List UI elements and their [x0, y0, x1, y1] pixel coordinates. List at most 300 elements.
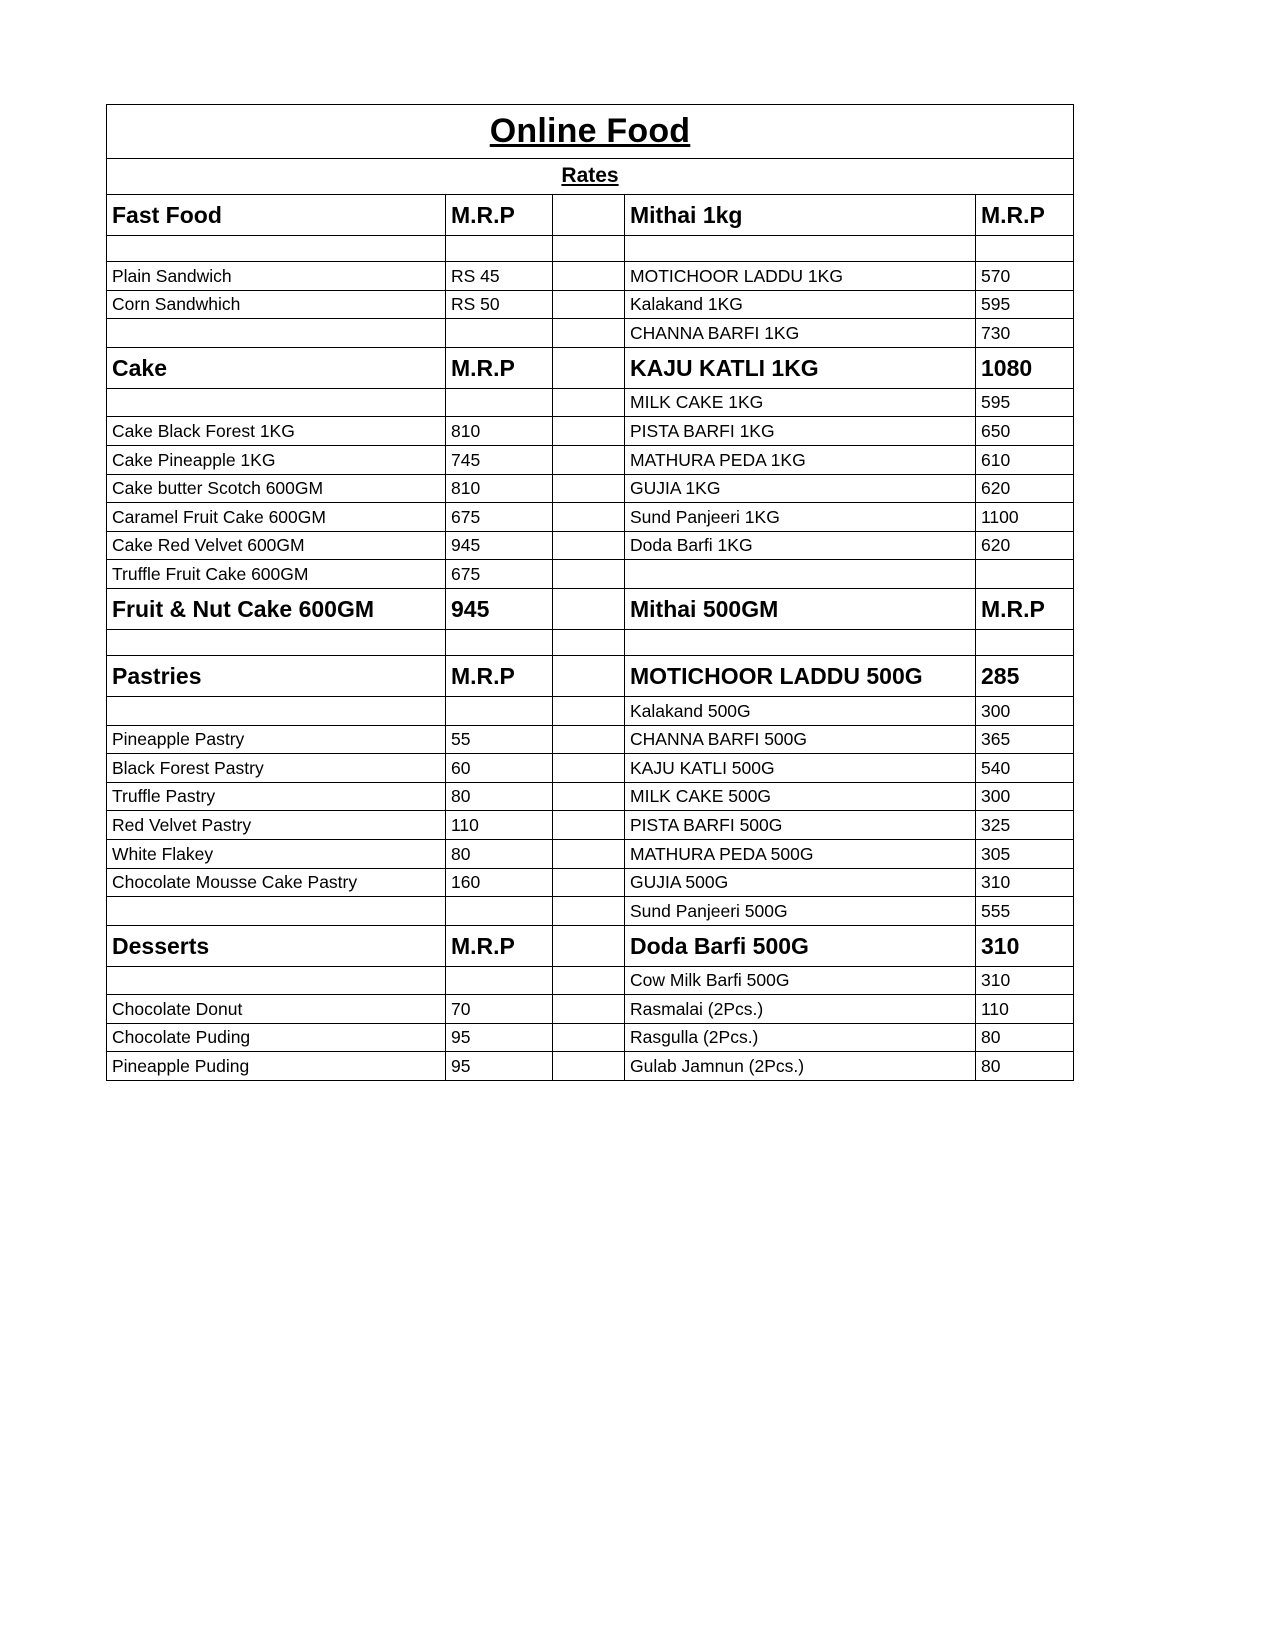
left-item-price-text: RS 45 [451, 265, 500, 286]
table-row [107, 839, 1074, 868]
table-row [107, 782, 1074, 811]
table-row [107, 1023, 1074, 1052]
left-price-header [446, 925, 553, 966]
right-item-price-text: 620 [981, 478, 1011, 499]
spacer-filler [558, 488, 619, 489]
left-section-label [107, 347, 446, 388]
right-item-price-text: 610 [981, 449, 1011, 470]
right-item-name-text: CHANNA BARFI 1KG [630, 322, 800, 343]
spacer-row [107, 629, 1074, 655]
left-price-header-text: M.R.P [451, 662, 515, 689]
left-item-price [446, 474, 553, 503]
left-item-name-text: Chocolate Mousse Cake Pastry [112, 872, 358, 893]
spacer-cell [553, 995, 625, 1024]
spacer-cell [553, 445, 625, 474]
spacer-cell [553, 782, 625, 811]
right-item-price-text: 1100 [981, 506, 1019, 527]
document-subtitle-cell [107, 159, 1074, 195]
spacer-cell [553, 474, 625, 503]
right-section-label [625, 655, 976, 696]
left-item-price-text: 80 [451, 843, 471, 864]
spacer-filler [558, 910, 619, 911]
right-item-name [625, 725, 976, 754]
left-item-name-text: Cake Pineapple 1KG [112, 449, 276, 470]
spacer-cell [553, 897, 625, 926]
left-item-name [107, 1052, 446, 1081]
section-header-row [107, 925, 1074, 966]
left-item-price-text: 810 [451, 420, 481, 441]
right-item-price-text: 595 [981, 294, 1011, 315]
left-item-name-text: Pineapple Pastry [112, 729, 245, 750]
right-item-name [625, 388, 976, 417]
right-section-label-text: Mithai 1kg [630, 201, 743, 228]
right-item-price-text: 620 [981, 535, 1011, 556]
right-item-price-text: 80 [981, 1027, 1001, 1048]
left-item-price [446, 560, 553, 589]
left-price-header-text: M.R.P [451, 201, 515, 228]
left-item-name-text: Cake Black Forest 1KG [112, 420, 295, 441]
right-item-name [625, 417, 976, 446]
left-section-label [107, 925, 446, 966]
spacer-filler [558, 459, 619, 460]
right-price-header [976, 195, 1074, 236]
table-row [107, 696, 1074, 725]
left-item-price [446, 782, 553, 811]
left-item-name-text: Chocolate Donut [112, 998, 243, 1019]
left-item-name-text: Truffle Fruit Cake 600GM [112, 563, 309, 584]
right-item-name [625, 629, 976, 655]
spacer-filler [558, 574, 619, 575]
right-item-price-text: 570 [981, 265, 1011, 286]
section-header-row [107, 655, 1074, 696]
left-section-label [107, 655, 446, 696]
spacer-filler [558, 545, 619, 546]
left-item-name-text: Caramel Fruit Cake 600GM [112, 506, 326, 527]
left-item-name [107, 839, 446, 868]
spacer-filler [558, 1009, 619, 1010]
table-row [107, 966, 1074, 995]
left-item-name [107, 503, 446, 532]
right-item-name-text: Rasmalai (2Pcs.) [630, 998, 764, 1019]
left-item-name-text: Chocolate Puding [112, 1027, 251, 1048]
document-title-cell [107, 105, 1074, 159]
table-row [107, 503, 1074, 532]
right-item-name [625, 236, 976, 262]
left-item-name-text: Pineapple Puding [112, 1056, 250, 1077]
left-item-price [446, 1052, 553, 1081]
left-item-price [446, 811, 553, 840]
left-item-price [446, 531, 553, 560]
right-item-price [976, 868, 1074, 897]
right-item-price [976, 966, 1074, 995]
spacer-cell [553, 629, 625, 655]
section-header-row [107, 195, 1074, 236]
spacer-cell [553, 868, 625, 897]
table-row [107, 474, 1074, 503]
spacer-cell [553, 588, 625, 629]
left-item-name [107, 868, 446, 897]
table-row [107, 262, 1074, 291]
spacer-filler [558, 367, 619, 368]
left-item-name [107, 531, 446, 560]
spacer-cell [553, 966, 625, 995]
left-item-name [107, 696, 446, 725]
right-item-name-text: GUJIA 500G [630, 872, 729, 893]
left-item-name [107, 290, 446, 319]
table-row [107, 995, 1074, 1024]
right-price-header [976, 655, 1074, 696]
left-item-price [446, 897, 553, 926]
right-item-name-text: MATHURA PEDA 1KG [630, 449, 806, 470]
spacer-cell [553, 347, 625, 388]
table-row [107, 811, 1074, 840]
spacer-cell [553, 839, 625, 868]
right-section-label-text: Mithai 500GM [630, 595, 779, 622]
spacer-filler [558, 402, 619, 403]
left-section-label-text: Cake [112, 354, 167, 381]
right-section-label [625, 588, 976, 629]
spacer-cell [553, 417, 625, 446]
right-item-name-text: Sund Panjeeri 500G [630, 900, 788, 921]
right-price-header-text: 285 [981, 662, 1020, 689]
left-item-price-text: 110 [451, 814, 479, 835]
right-item-price [976, 236, 1074, 262]
left-item-name [107, 445, 446, 474]
right-item-name [625, 319, 976, 348]
right-item-name-text: CHANNA BARFI 500G [630, 729, 807, 750]
right-item-price [976, 696, 1074, 725]
spacer-filler [558, 675, 619, 676]
spacer-cell [553, 236, 625, 262]
right-item-price [976, 417, 1074, 446]
spacer-filler [558, 332, 619, 333]
left-item-name-text: Cake Red Velvet 600GM [112, 535, 305, 556]
right-item-name [625, 560, 976, 589]
right-item-name [625, 811, 976, 840]
right-item-price [976, 629, 1074, 655]
left-item-price-text: 675 [451, 563, 481, 584]
left-price-header-text: 945 [451, 595, 490, 622]
spacer-cell [553, 811, 625, 840]
spacer-cell [553, 655, 625, 696]
section-header-row [107, 588, 1074, 629]
spacer-filler [558, 945, 619, 946]
table-row [107, 290, 1074, 319]
spacer-filler [558, 642, 619, 643]
right-item-price-text: 300 [981, 786, 1011, 807]
right-item-name [625, 531, 976, 560]
right-item-price [976, 725, 1074, 754]
left-price-header-text: M.R.P [451, 932, 515, 959]
right-item-price-text: 325 [981, 814, 1011, 835]
spacer-filler [558, 767, 619, 768]
left-item-price-text: 95 [451, 1027, 471, 1048]
spacer-row [107, 236, 1074, 262]
right-item-name-text: PISTA BARFI 500G [630, 814, 783, 835]
right-price-header-text: 310 [981, 932, 1020, 959]
table-row [107, 417, 1074, 446]
left-item-name [107, 897, 446, 926]
left-item-price [446, 696, 553, 725]
right-item-name [625, 290, 976, 319]
spacer-cell [553, 290, 625, 319]
spacer-cell [553, 262, 625, 291]
right-item-name [625, 262, 976, 291]
right-item-price-text: 555 [981, 900, 1011, 921]
right-price-header [976, 925, 1074, 966]
right-section-label-text: KAJU KATLI 1KG [630, 354, 819, 381]
spacer-filler [558, 248, 619, 249]
right-price-header-text: 1080 [981, 354, 1033, 381]
spacer-filler [558, 215, 619, 216]
spacer-filler [558, 853, 619, 854]
left-item-price-text: 810 [451, 478, 481, 499]
right-item-name-text: Kalakand 500G [630, 700, 751, 721]
spacer-cell [553, 531, 625, 560]
left-item-price [446, 995, 553, 1024]
table-row [107, 754, 1074, 783]
right-item-price [976, 503, 1074, 532]
left-item-name [107, 782, 446, 811]
left-item-name-text: White Flakey [112, 843, 214, 864]
title-row [107, 105, 1074, 159]
left-section-label-text: Fast Food [112, 201, 222, 228]
right-item-price-text: 730 [981, 322, 1011, 343]
spacer-cell [553, 195, 625, 236]
table-row [107, 531, 1074, 560]
right-section-label-text: MOTICHOOR LADDU 500G [630, 662, 923, 689]
left-section-label [107, 195, 446, 236]
right-item-price-text: 365 [981, 729, 1011, 750]
spacer-filler [558, 275, 619, 276]
right-item-name-text: MILK CAKE 500G [630, 786, 772, 807]
left-item-price [446, 725, 553, 754]
right-item-price-text: 300 [981, 700, 1011, 721]
left-item-name [107, 966, 446, 995]
left-item-price [446, 1023, 553, 1052]
left-item-price [446, 417, 553, 446]
spacer-filler [558, 431, 619, 432]
left-item-price [446, 445, 553, 474]
spacer-cell [553, 319, 625, 348]
right-item-name [625, 839, 976, 868]
right-item-name [625, 1023, 976, 1052]
right-item-name-text: MATHURA PEDA 500G [630, 843, 814, 864]
left-item-price [446, 839, 553, 868]
right-item-price [976, 811, 1074, 840]
right-item-price [976, 474, 1074, 503]
left-item-price-text: 945 [451, 535, 481, 556]
left-item-price-text: RS 50 [451, 294, 500, 315]
left-price-header-text: M.R.P [451, 354, 515, 381]
table-row [107, 445, 1074, 474]
right-item-price [976, 531, 1074, 560]
left-item-name [107, 262, 446, 291]
right-item-name-text: Gulab Jamnun (2Pcs.) [630, 1056, 805, 1077]
left-item-name [107, 474, 446, 503]
left-item-price-text: 55 [451, 729, 471, 750]
left-item-price [446, 754, 553, 783]
left-item-price-text: 70 [451, 998, 471, 1019]
right-item-name-text: MILK CAKE 1KG [630, 392, 764, 413]
spacer-cell [553, 560, 625, 589]
right-item-price [976, 290, 1074, 319]
spacer-filler [558, 304, 619, 305]
right-item-price-text: 540 [981, 757, 1011, 778]
left-item-price [446, 319, 553, 348]
spacer-filler [558, 882, 619, 883]
spacer-cell [553, 1052, 625, 1081]
right-item-price [976, 1023, 1074, 1052]
right-item-name [625, 897, 976, 926]
left-section-label-text: Pastries [112, 662, 202, 689]
right-item-price [976, 445, 1074, 474]
left-price-header [446, 347, 553, 388]
spacer-filler [558, 825, 619, 826]
right-item-price [976, 754, 1074, 783]
right-item-name [625, 966, 976, 995]
right-item-price-text: 650 [981, 420, 1011, 441]
left-item-name [107, 319, 446, 348]
right-item-price-text: 310 [981, 872, 1011, 893]
right-section-label [625, 195, 976, 236]
left-item-name-text: Red Velvet Pastry [112, 814, 252, 835]
spacer-filler [558, 1066, 619, 1067]
price-list-sheet [106, 104, 1073, 1081]
table-row [107, 868, 1074, 897]
right-item-name-text: Kalakand 1KG [630, 294, 743, 315]
right-item-name [625, 474, 976, 503]
left-item-name [107, 629, 446, 655]
right-item-name-text: Doda Barfi 1KG [630, 535, 753, 556]
spacer-filler [558, 1037, 619, 1038]
right-price-header-text: M.R.P [981, 201, 1045, 228]
left-item-name-text: Corn Sandwhich [112, 294, 241, 315]
left-item-price [446, 262, 553, 291]
left-item-price [446, 290, 553, 319]
right-item-name [625, 1052, 976, 1081]
spacer-filler [558, 710, 619, 711]
left-item-name [107, 811, 446, 840]
left-item-name [107, 1023, 446, 1052]
left-item-price [446, 236, 553, 262]
spacer-cell [553, 754, 625, 783]
right-item-price [976, 839, 1074, 868]
right-item-name [625, 503, 976, 532]
page-title: Online Food [489, 111, 691, 150]
left-section-label-text: Fruit & Nut Cake 600GM [112, 595, 374, 622]
right-item-price-text: 80 [981, 1056, 1001, 1077]
right-item-price-text: 310 [981, 970, 1011, 991]
left-item-price [446, 868, 553, 897]
right-item-price [976, 995, 1074, 1024]
left-item-name-text: Cake butter Scotch 600GM [112, 478, 324, 499]
right-item-name-text: Cow Milk Barfi 500G [630, 970, 790, 991]
spacer-filler [558, 608, 619, 609]
right-item-price [976, 319, 1074, 348]
left-section-label [107, 588, 446, 629]
left-item-name-text: Black Forest Pastry [112, 757, 264, 778]
spacer-filler [558, 739, 619, 740]
right-item-name [625, 754, 976, 783]
spacer-filler [558, 516, 619, 517]
subtitle-row [107, 159, 1074, 195]
right-item-name-text: Rasgulla (2Pcs.) [630, 1027, 759, 1048]
left-item-name [107, 417, 446, 446]
left-item-name [107, 995, 446, 1024]
right-section-label [625, 925, 976, 966]
left-item-name [107, 725, 446, 754]
right-item-price [976, 782, 1074, 811]
left-item-price-text: 675 [451, 506, 481, 527]
table-row [107, 725, 1074, 754]
right-item-name [625, 445, 976, 474]
table-row [107, 1052, 1074, 1081]
spacer-cell [553, 725, 625, 754]
right-price-header [976, 588, 1074, 629]
right-price-header [976, 347, 1074, 388]
spacer-cell [553, 925, 625, 966]
right-price-header-text: M.R.P [981, 595, 1045, 622]
section-header-row [107, 347, 1074, 388]
left-item-name [107, 388, 446, 417]
spacer-filler [558, 980, 619, 981]
left-item-name [107, 560, 446, 589]
left-item-price [446, 629, 553, 655]
left-item-price [446, 388, 553, 417]
table-row [107, 560, 1074, 589]
left-item-name [107, 236, 446, 262]
right-item-name [625, 696, 976, 725]
right-item-name-text: GUJIA 1KG [630, 478, 721, 499]
left-item-name-text: Truffle Pastry [112, 786, 216, 807]
left-price-header [446, 655, 553, 696]
right-section-label-text: Doda Barfi 500G [630, 932, 809, 959]
spacer-cell [553, 388, 625, 417]
right-item-name [625, 782, 976, 811]
table-row [107, 897, 1074, 926]
left-item-price-text: 95 [451, 1056, 471, 1077]
rates-table-body [107, 105, 1074, 1081]
right-item-price-text: 595 [981, 392, 1011, 413]
right-section-label [625, 347, 976, 388]
right-item-name [625, 868, 976, 897]
right-item-price-text: 110 [981, 998, 1009, 1019]
left-item-price [446, 966, 553, 995]
left-price-header [446, 195, 553, 236]
right-item-price-text: 305 [981, 843, 1011, 864]
right-item-price [976, 897, 1074, 926]
right-item-price [976, 1052, 1074, 1081]
left-item-price-text: 745 [451, 449, 481, 470]
page-subtitle: Rates [561, 164, 619, 188]
left-section-label-text: Desserts [112, 932, 210, 959]
right-item-name-text: Sund Panjeeri 1KG [630, 506, 780, 527]
right-item-price [976, 560, 1074, 589]
spacer-cell [553, 696, 625, 725]
left-item-name-text: Plain Sandwich [112, 265, 232, 286]
right-item-price [976, 388, 1074, 417]
right-item-name-text: MOTICHOOR LADDU 1KG [630, 265, 843, 286]
left-item-name [107, 754, 446, 783]
left-item-price-text: 80 [451, 786, 471, 807]
spacer-cell [553, 503, 625, 532]
right-item-price [976, 262, 1074, 291]
table-row [107, 319, 1074, 348]
left-item-price [446, 503, 553, 532]
right-item-name [625, 995, 976, 1024]
spacer-cell [553, 1023, 625, 1052]
